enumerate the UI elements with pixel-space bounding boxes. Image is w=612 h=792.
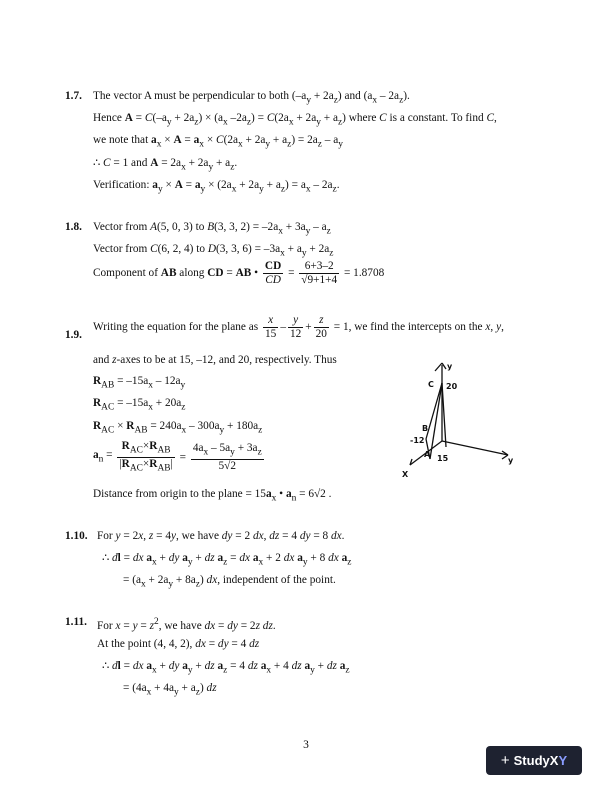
x-axis-label: X <box>402 470 409 479</box>
z-axis-arrow <box>435 363 442 371</box>
fraction <box>191 442 264 473</box>
text-line: $R_{AC} \times R_{AB} = 240a_x - 300a_y + 180a_z$ <box>93 420 263 436</box>
numerator: x <box>263 314 278 328</box>
a-value: 15 <box>437 454 449 463</box>
denominator: 5√2 <box>218 460 237 473</box>
plus-icon: + <box>500 752 510 769</box>
fraction <box>288 314 303 341</box>
text-line: At the point (4, 4, 2), dx = dy = 4 dz <box>97 638 260 650</box>
studyx-badge[interactable] <box>486 746 582 775</box>
y-axis-line <box>442 441 508 455</box>
fraction <box>314 314 329 341</box>
denominator: 12 <box>289 328 302 340</box>
brand-name: StudyX <box>513 753 559 768</box>
y-axis-label: y <box>508 456 514 465</box>
text-line: ∴ dl = dx $a_x$ + dy $a_y$ + dz $a_z$ = dx $a_x + 2$ dx $a_y + 8$ dx $a_z$ <box>102 552 352 568</box>
equation-text: Component of AB along CD = AB • <box>93 267 259 279</box>
b-value: -12 <box>410 436 425 445</box>
numerator: 6+3–2 <box>299 260 339 274</box>
equation-text: = 1, we find the intercepts on the x, y, <box>333 321 504 333</box>
denominator: 15 <box>265 328 277 340</box>
c-value: 20 <box>446 382 458 391</box>
problem-number: 1.7. <box>65 90 82 102</box>
problem-number: 1.8. <box>65 221 82 233</box>
denominator: 20 <box>315 328 327 340</box>
text-line: $R_{AC} = -15a_x + 20a_z$ <box>93 397 186 413</box>
problem-number: 1.11. <box>65 616 87 628</box>
fraction <box>299 260 339 287</box>
text-line: ∴ dl = dx $a_x$ + dy $a_y$ + dz $a_z = 4$ dz $a_x + 4$ dz $a_y$ + dz $a_z$ <box>102 660 350 676</box>
fraction <box>263 314 278 341</box>
a-label: A <box>424 450 431 459</box>
text-line: $R_{AB} = -15a_x - 12a_y$ <box>93 375 186 391</box>
numerator: $R_{AC}\times R_{AB}$ <box>117 440 174 458</box>
text-line: = $(a_x + 2a_y + 8a_z)$ dx, independent of the point. <box>123 574 336 590</box>
problem-number: 1.9. <box>65 329 82 341</box>
text-line: The vector A must be perpendicular to both $(-a_y + 2a_z)$ and $(a_x - 2a_z)$. <box>93 90 410 106</box>
y-label: y <box>447 362 453 371</box>
b-label: B <box>422 424 429 433</box>
numerator: z <box>314 314 329 328</box>
c-label: C <box>428 380 434 389</box>
text-line: Vector from C(6, 2, 4) to D(3, 3, $6) = -3a_x + a_y + 2a_z$ <box>93 243 334 259</box>
equation-text: $a_n$ = <box>93 449 113 465</box>
equation-line <box>93 260 384 287</box>
text-line: we note that $a_x \times A = a_x \times C(2a_x + 2a_y + a_z) = 2a_z - a_y$ <box>93 134 343 150</box>
equation-line: $a_n$ = $\frac{R_{AC}\times R_{AB}}{|R_{AC}\times R_{AB}|}$ = $\frac{4a_x - 5a_y + 3a_z}{5√2}$ <box>93 440 262 474</box>
text-line: = $(4a_x + 4a_y + a_z)$ dz <box>123 682 217 698</box>
problem-number: 1.10. <box>65 530 88 542</box>
numerator: CD <box>264 260 282 272</box>
denominator: $|R_{AC}\times R_{AB}|$ <box>119 458 173 474</box>
numerator: y <box>288 314 303 328</box>
denominator: CD <box>265 274 281 286</box>
equation-text: Writing the equation for the plane as <box>93 321 259 333</box>
fraction <box>117 440 174 476</box>
denominator: √9+1+4 <box>301 274 338 286</box>
fraction <box>263 260 283 287</box>
equals-sign: = <box>288 267 295 279</box>
equation-text: = 1.8708 <box>343 267 385 279</box>
equation-line: Writing the equation for the plane as $\frac{x}{15}$ – $\frac{y}{12}$ + $\frac{z}{20}$ = 1, we find the intercepts on the x, y, <box>93 314 504 340</box>
numerator: $4a_x - 5a_y + 3a_z$ <box>191 442 264 460</box>
text-line: Verification: $a_y \times A = a_y \times (2a_x + 2a_y + a_z) = a_x - 2a_z$. <box>93 179 340 195</box>
text-line: and z-axes to be at 15, –12, and 20, respectively. Thus <box>93 354 337 366</box>
text-line: Distance from origin to the plane = $15a_x$ • $a_n = 6√2$ . <box>93 488 332 504</box>
text-line: ∴ C = 1 and $A = 2a_x + 2a_y + a_z$. <box>93 157 238 173</box>
text-line: For y = 2x, z = 4y, we have dy = 2 dx, dz = 4 dy = 8 dx. <box>97 530 345 542</box>
text-line: Hence $A = C(-a_y + 2a_z) \times (a_x$ $-2a_z) = C(2a_x + 2a_y + a_z)$ where C is a constant. To find C, <box>93 112 497 128</box>
page-number: 3 <box>303 739 309 751</box>
plane-intercepts-sketch <box>390 355 530 485</box>
text-line: Vector from A(5, 0, 3) to B(3, 3, $2) = -2a_x + 3a_y - a_z$ <box>93 221 331 237</box>
brand-suffix: Y <box>558 753 568 768</box>
text-line: For $x = y = z^2$, we have dx = dy = 2z dz. <box>97 617 276 632</box>
